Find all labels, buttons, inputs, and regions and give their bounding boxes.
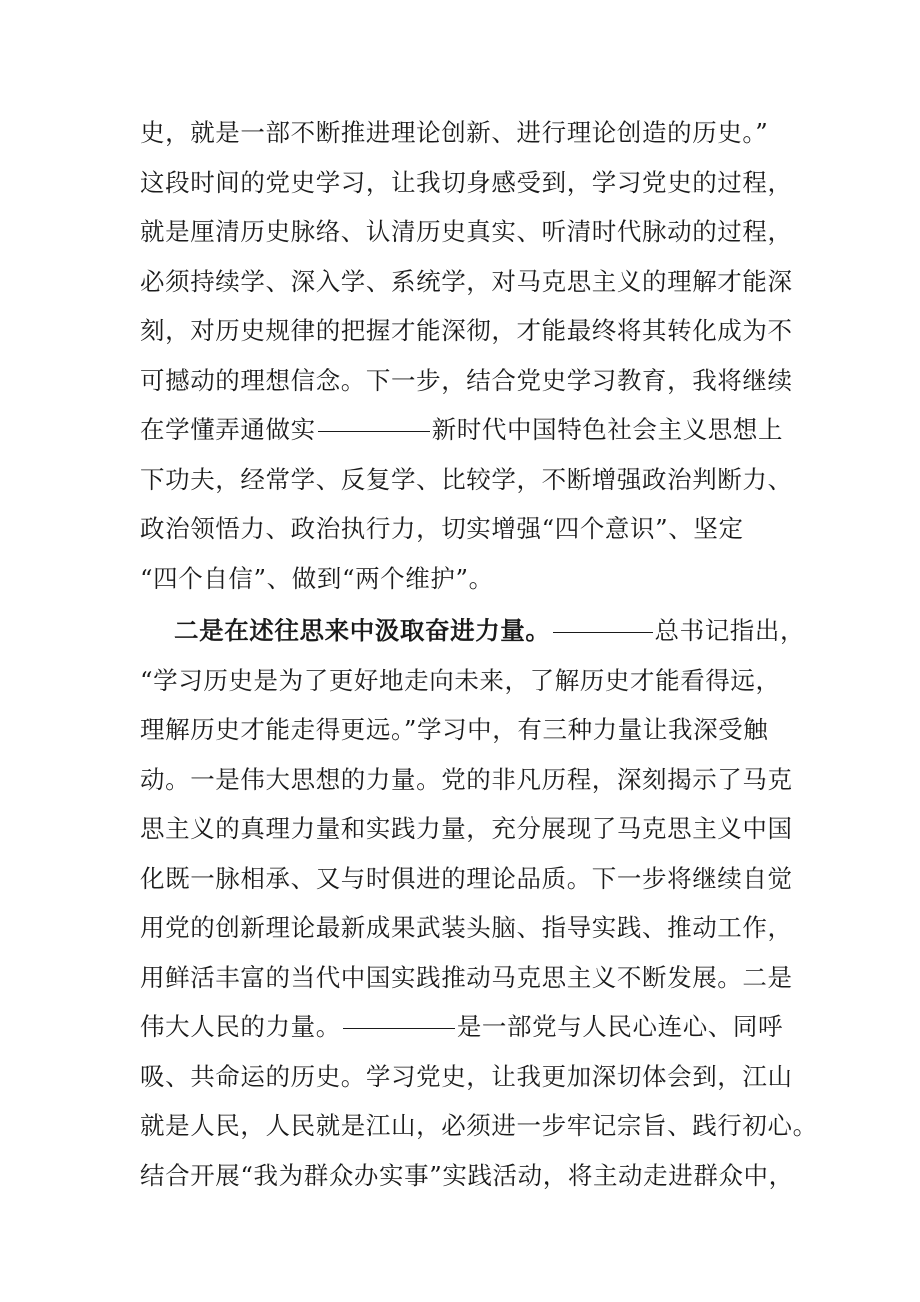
text-line: 就是厘清历史脉络、认清历史真实、听清时代脉动的过程， (140, 217, 793, 246)
text-line: 下功夫，经常学、反复学、比较学，不断增强政治判断力、 (140, 464, 793, 494)
blank-underline (553, 631, 653, 633)
text-line: 史，就是一部不断推进理论创新、进行理论创造的历史。” (140, 118, 769, 147)
section-heading: 二是在述往思来中汲取奋进力量。 (174, 616, 551, 645)
blank-underline (343, 1027, 455, 1029)
text-line: 吸、共命运的历史。学习党史，让我更加深切体会到，江山 (140, 1061, 793, 1091)
text-line (140, 1002, 800, 1052)
text-segment: 在学懂弄通做实 (140, 415, 316, 444)
blank-underline (318, 430, 430, 432)
text-line (140, 405, 800, 455)
text-line: “四个自信”、做到“两个维护”。 (140, 563, 494, 593)
text-line: 用党的创新理论最新成果武装头脑、指导实践、推动工作， (140, 913, 793, 942)
text-line: 必须持续学、深入学、系统学，对马克思主义的理解才能深 (140, 266, 793, 296)
text-line (140, 606, 806, 656)
text-line: 刻，对历史规律的把握才能深彻，才能最终将其转化成为不 (140, 316, 793, 345)
text-line: 政治领悟力、政治执行力，切实增强“四个意识”、坚定 (140, 514, 744, 543)
text-line: 化既一脉相承、又与时俱进的理论品质。下一步将继续自觉 (140, 863, 793, 893)
text-line: 理解历史才能走得更远。”学习中，有三种力量让我深受触 (140, 715, 769, 744)
text-line: 可撼动的理想信念。下一步，结合党史学习教育，我将继续 (140, 365, 793, 395)
text-segment: 伟大人民的力量。 (140, 1012, 341, 1041)
text-line: 思主义的真理力量和实践力量，充分展现了马克思主义中国 (140, 814, 793, 843)
text-line: 结合开展“我为群众办实事”实践活动，将主动走进群众中， (140, 1160, 794, 1190)
text-line: 就是人民，人民就是江山，必须进一步牢记宗旨、践行初心。 (140, 1111, 818, 1140)
paragraph-1 (140, 108, 800, 603)
paragraph-2 (140, 606, 818, 1200)
text-line: 这段时间的党史学习，让我切身感受到，学习党史的过程， (140, 167, 793, 197)
text-line: “学习历史是为了更好地走向未来，了解历史才能看得远， (140, 665, 781, 695)
text-segment: 总书记指出， (654, 616, 806, 645)
text-line: 动。一是伟大思想的力量。党的非凡历程，深刻揭示了马克 (140, 764, 793, 794)
text-segment: 新时代中国特色社会主义思想上 (431, 415, 784, 444)
text-line: 用鲜活丰富的当代中国实践推动马克思主义不断发展。二是 (140, 962, 793, 992)
text-segment: 是一部党与人民心连心、同呼 (456, 1012, 784, 1041)
